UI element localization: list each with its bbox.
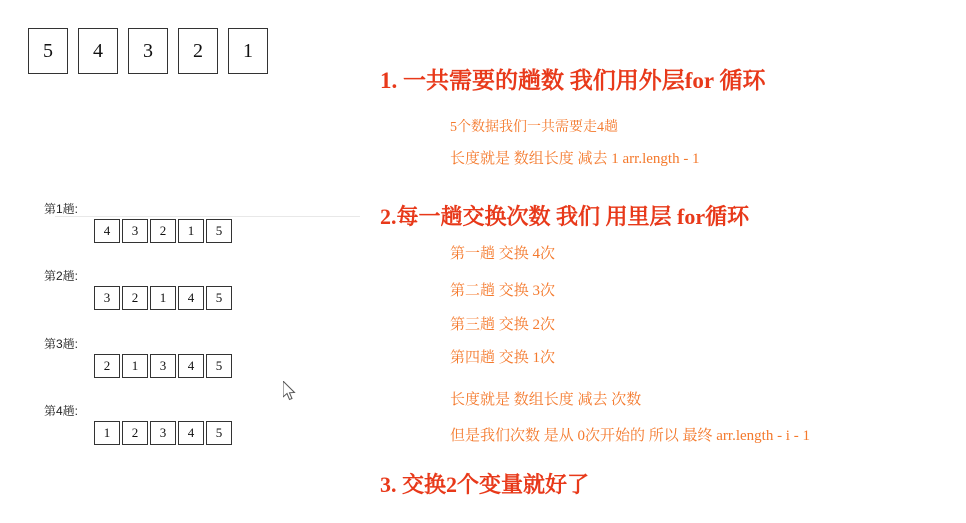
array-cell: 1	[94, 421, 120, 445]
pass-array-row	[94, 421, 234, 445]
note-text-2c: 第三趟 交换 2次	[450, 317, 556, 333]
array-cell: 2	[150, 219, 176, 243]
pass-label: 第1趟:	[44, 202, 79, 216]
note-text-2a: 第一趟 交换 4次	[450, 246, 556, 262]
array-cell: 1	[150, 286, 176, 310]
array-cell: 5	[206, 354, 232, 378]
array-cell: 3	[128, 28, 168, 74]
array-cell: 5	[206, 286, 232, 310]
note-heading-3: 3. 交换2个变量就好了	[380, 472, 590, 497]
pass-row-2	[44, 267, 234, 310]
note-text-1b: 长度就是 数组长度 减去 1 arr.length - 1	[450, 151, 700, 167]
array-cell: 3	[150, 354, 176, 378]
initial-array-row	[28, 28, 278, 74]
array-cell: 4	[78, 28, 118, 74]
mouse-pointer-icon	[283, 381, 297, 401]
note-text-2d: 第四趟 交换 1次	[450, 350, 556, 366]
array-cell: 5	[28, 28, 68, 74]
pass-array-row	[94, 354, 234, 378]
array-cell: 4	[178, 421, 204, 445]
note-text-1a: 5个数据我们一共需要走4趟	[450, 120, 618, 135]
array-cell: 1	[228, 28, 268, 74]
note-heading-1: 1. 一共需要的趟数 我们用外层for 循环	[380, 68, 766, 93]
array-cell: 2	[178, 28, 218, 74]
pass-row-1	[44, 200, 234, 243]
pass-row-4	[44, 402, 234, 445]
pass-array-row	[94, 219, 234, 243]
array-cell: 3	[94, 286, 120, 310]
array-cell: 4	[94, 219, 120, 243]
array-cell: 3	[150, 421, 176, 445]
pass-row-3	[44, 335, 234, 378]
array-cell: 3	[122, 219, 148, 243]
pass-label: 第4趟:	[44, 404, 79, 418]
array-cell: 4	[178, 286, 204, 310]
array-cell: 5	[206, 421, 232, 445]
note-text-2b: 第二趟 交换 3次	[450, 283, 556, 299]
annotation-panel	[378, 0, 966, 523]
array-cell: 2	[122, 421, 148, 445]
pass-label: 第2趟:	[44, 269, 79, 283]
note-text-2f: 但是我们次数 是从 0次开始的 所以 最终 arr.length - i - 1	[450, 428, 810, 444]
note-heading-2: 2.每一趟交换次数 我们 用里层 for循环	[380, 204, 750, 229]
array-cell: 1	[178, 219, 204, 243]
array-cell: 1	[122, 354, 148, 378]
bubble-sort-diagram	[0, 0, 360, 523]
array-cell: 2	[122, 286, 148, 310]
pass-label: 第3趟:	[44, 337, 79, 351]
array-cell: 4	[178, 354, 204, 378]
note-text-2e: 长度就是 数组长度 减去 次数	[450, 392, 642, 408]
array-cell: 2	[94, 354, 120, 378]
array-cell: 5	[206, 219, 232, 243]
pass-array-row	[94, 286, 234, 310]
